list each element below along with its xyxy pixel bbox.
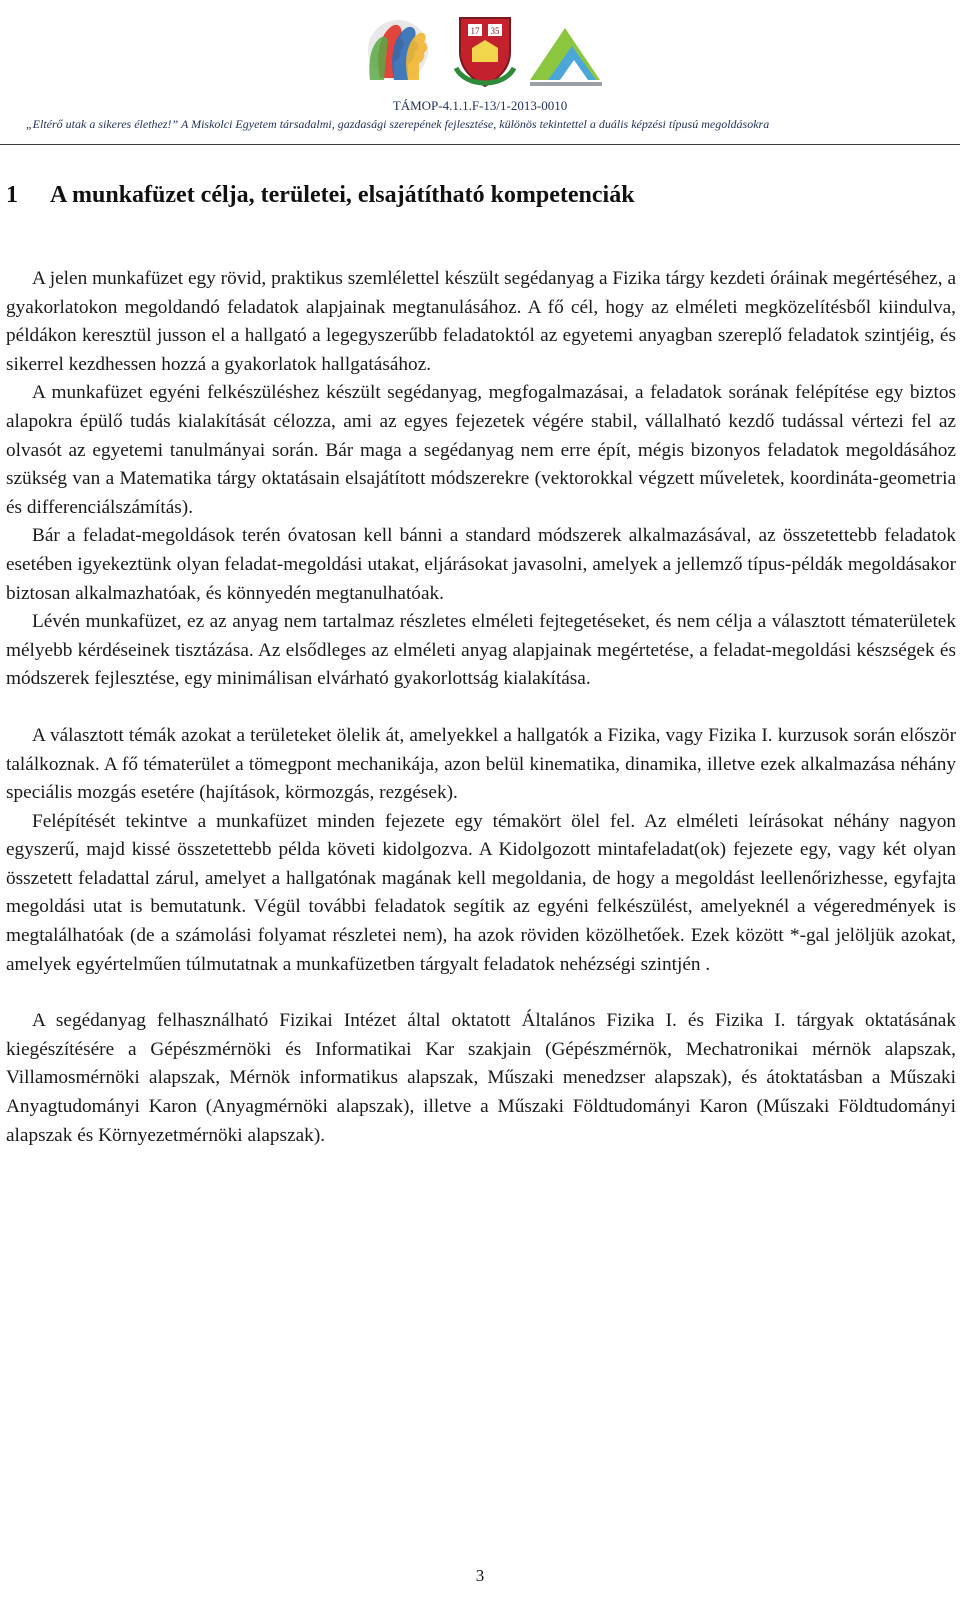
page-header bbox=[0, 0, 960, 146]
project-code: TÁMOP-4.1.1.F-13/1-2013-0010 bbox=[392, 98, 568, 113]
paragraph: A jelen munkafüzet egy rövid, praktikus szemlélettel készült segédanyag a Fizika tárgy kezdeti óráinak megértéséhez, a gyakorlatokon megoldandó feladatok alapjainak megtanulásához. A fő cél, hogy az elméleti megközelítésből kiindulva, példákon keresztül jusson el a hallgató a legegyszerűbb feladatoktól az egyetemi anyagban szereplő feladatok szintjéig, és sikerrel kezdhessen hozzá a gyakorlatok hallgatásához. bbox=[6, 268, 956, 375]
paragraph: A munkafüzet egyéni felkészüléshez készült segédanyag, megfogalmazásai, a feladatok sorának felépítése egy biztos alapokra épülő tudás kialakítását célozza, ami az egyes fejezetek végére stabil, vállalható kezdő tudással vértezi fel az olvasót az egyetemi tanulmányai során. Bár maga a segédanyag nem erre épít, mégis bizonyos feladatok megoldásához szükség van a Matematika tárgy oktatásain elsajátított módszerekre (vektorokkal végzett műveletek, koordináta-geometria és differenciálszámítás). bbox=[6, 382, 956, 518]
paragraph: Lévén munkafüzet, ez az anyag nem tartalmaz részletes elméleti fejtegetéseket, és nem célja a választott tématerületek mélyebb kérdéseinek tisztázása. Az elsődleges az elméleti anyag alapjainak megértetése, a feladat-megoldási készségek és módszerek fejlesztése, egy minimálisan elvárható gyakorlottság kialakítása. bbox=[6, 611, 956, 690]
section-number: 1 bbox=[6, 182, 18, 208]
people-profiles-logo bbox=[368, 20, 428, 80]
section-heading bbox=[6, 180, 946, 210]
header-logos bbox=[360, 8, 620, 96]
body-text bbox=[6, 265, 956, 1150]
header-divider bbox=[0, 144, 960, 145]
logo-strip bbox=[360, 8, 620, 96]
paragraph: A segédanyag felhasználható Fizikai Intézet által oktatott Általános Fizika I. és Fizika I. tárgyak oktatásának kiegészítésére a Gépészmérnöki és Informatikai Kar szakjain (Gépészmérnök, Mechatronikai mérnök alapszak, Villamosmérnöki alapszak, Mérnök informatikus alapszak, Műszaki menedzser alapszak), és átoktatásban a Műszaki Anyagtudományi Karon (Anyagmérnöki alapszak), illetve a Műszaki Földtudományi Karon (Műszaki Földtudományi alapszak és Környezetmérnöki alapszak). bbox=[6, 1010, 956, 1146]
crest-year-left: 17 bbox=[470, 26, 480, 36]
triangle-mountain-logo bbox=[530, 28, 602, 86]
university-crest-logo bbox=[456, 18, 514, 86]
page-number: 3 bbox=[475, 1566, 485, 1585]
project-slogan: „Eltérő utak a sikeres élethez!” A Miskolci Egyetem társadalmi, gazdasági szerepének fejlesztése, különös tekintettel a duális képzési típusú megoldásokra bbox=[26, 117, 770, 131]
section-title: A munkafüzet célja, területei, elsajátítható kompetenciák bbox=[50, 182, 635, 208]
paragraph: Bár a feladat-megoldások terén óvatosan kell bánni a standard módszerek alkalmazásával, az összetettebb feladatok esetében igyekeztünk olyan feladat-megoldási utakat, eljárásokat javasolni, amelyek a jellemző típus-példák megoldásakor biztosan alkalmazhatóak, és könnyedén megtanulhatóak. bbox=[6, 525, 956, 604]
crest-year-right: 35 bbox=[490, 26, 500, 36]
paragraph: A választott témák azokat a területeket ölelik át, amelyekkel a hallgatók a Fizika, vagy Fizika I. kurzusok során először találkoznak. A fő tématerület a tömegpont mechanikája, azon belül kinematika, dinamika, illetve ezek alkalmazása néhány speciális mozgás esetére (hajítások, körmozgás, rezgések). bbox=[6, 724, 956, 804]
paragraph: Felépítését tekintve a munkafüzet minden fejezete egy témakört ölel fel. Az elméleti leírásokat néhány nagyon egyszerű, majd kissé összetettebb példa követi kidolgozva. A Kidolgozott mintafeladat(ok) fejezete egy, vagy két olyan összetett feladattal zárul, amelyet a hallgatónak magának kell megoldania, de hogy a megoldást leellenőrizhesse, egyfajta megoldási utat is bemutatunk. Végül további feladatok segítik az egyéni felkészülést, amelyeknél a végeredmények is megtalálhatóak (de a számolási folyamat részletei nem), ha azok röviden közölhetőek. Ezek között *-gal jelöljük azokat, amelyek egyértelműen túlmutatnak a munkafüzetben tárgyalt feladatok nehézségi szintjén . bbox=[6, 810, 956, 975]
